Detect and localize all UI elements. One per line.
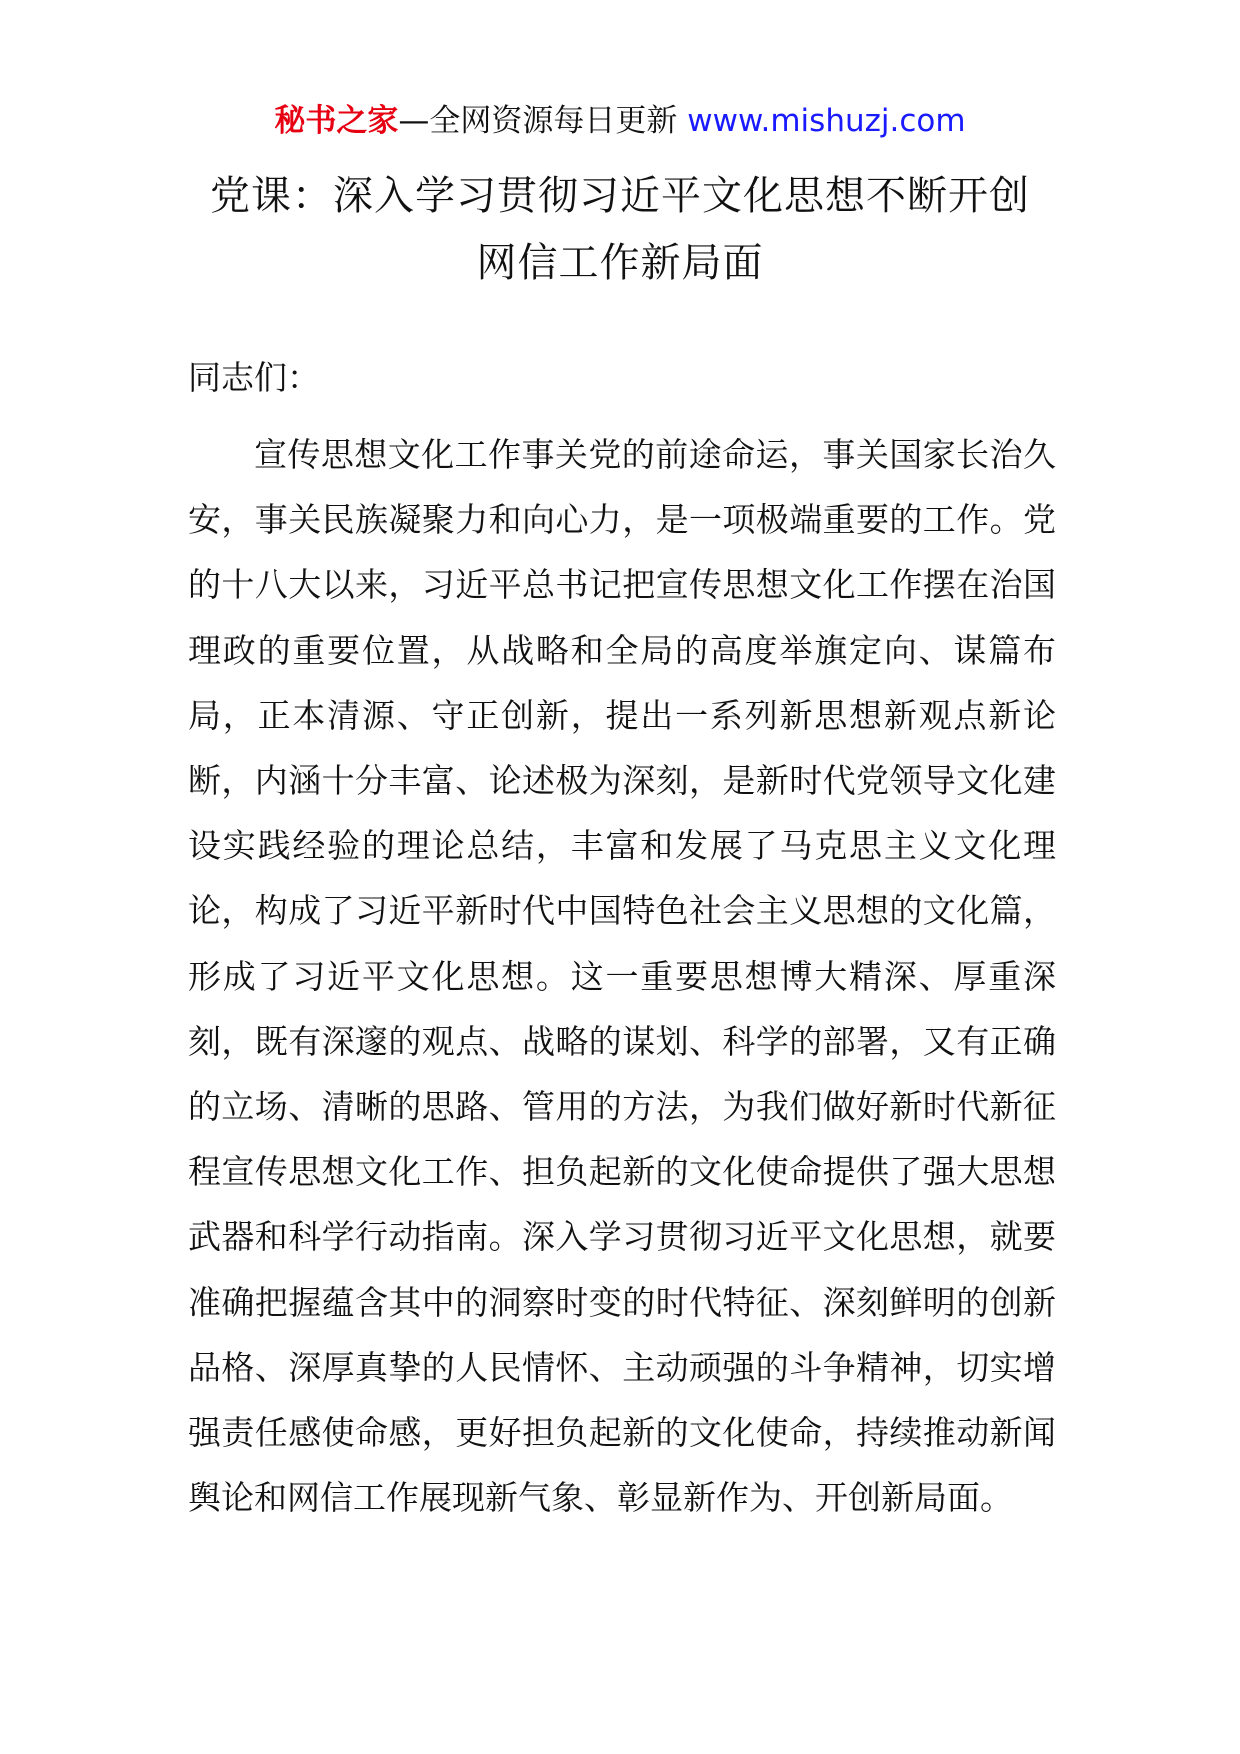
salutation: 同志们： — [188, 358, 320, 397]
brand-name: 秘书之家 — [274, 103, 399, 139]
site-url-link[interactable]: www.mishuzj.com — [687, 103, 966, 139]
site-banner — [0, 100, 1240, 142]
body-paragraph: 宣传思想文化工作事关党的前途命运，事关国家长治久安，事关民族凝聚力和向心力，是一项极端重要的工作。党的十八大以来，习近平总书记把宣传思想文化工作摆在治国理政的重要位置，从战略和全局的高度举旗定向、谋篇布局，正本清源、守正创新，提出一系列新思想新观点新论断，内涵十分丰富、论述极为深刻，是新时代党领导文化建设实践经验的理论总结，丰富和发展了马克思主义文化理论，构成了习近平新时代中国特色社会主义思想的文化篇，形成了习近平文化思想。这一重要思想博大精深、厚重深刻，既有深邃的观点、战略的谋划、科学的部署，又有正确的立场、清晰的思路、管用的方法，为我们做好新时代新征程宣传思想文化工作、担负起新的文化使命提供了强大思想武器和科学行动指南。深入学习贯彻习近平文化思想，就要准确把握蕴含其中的洞察时变的时代特征、深刻鲜明的创新品格、深厚真挚的人民情怀、主动顽强的斗争精神，切实增强责任感使命感，更好担负起新的文化使命，持续推动新闻舆论和网信工作展现新气象、彰显新作为、开创新局面。 — [188, 435, 1056, 1518]
document-title — [160, 163, 1080, 297]
title-line-1: 党课：深入学习贯彻习近平文化思想不断开创 — [210, 173, 1030, 219]
title-line-2: 网信工作新局面 — [476, 240, 764, 286]
banner-tagline: —全网资源每日更新 — [398, 103, 688, 139]
